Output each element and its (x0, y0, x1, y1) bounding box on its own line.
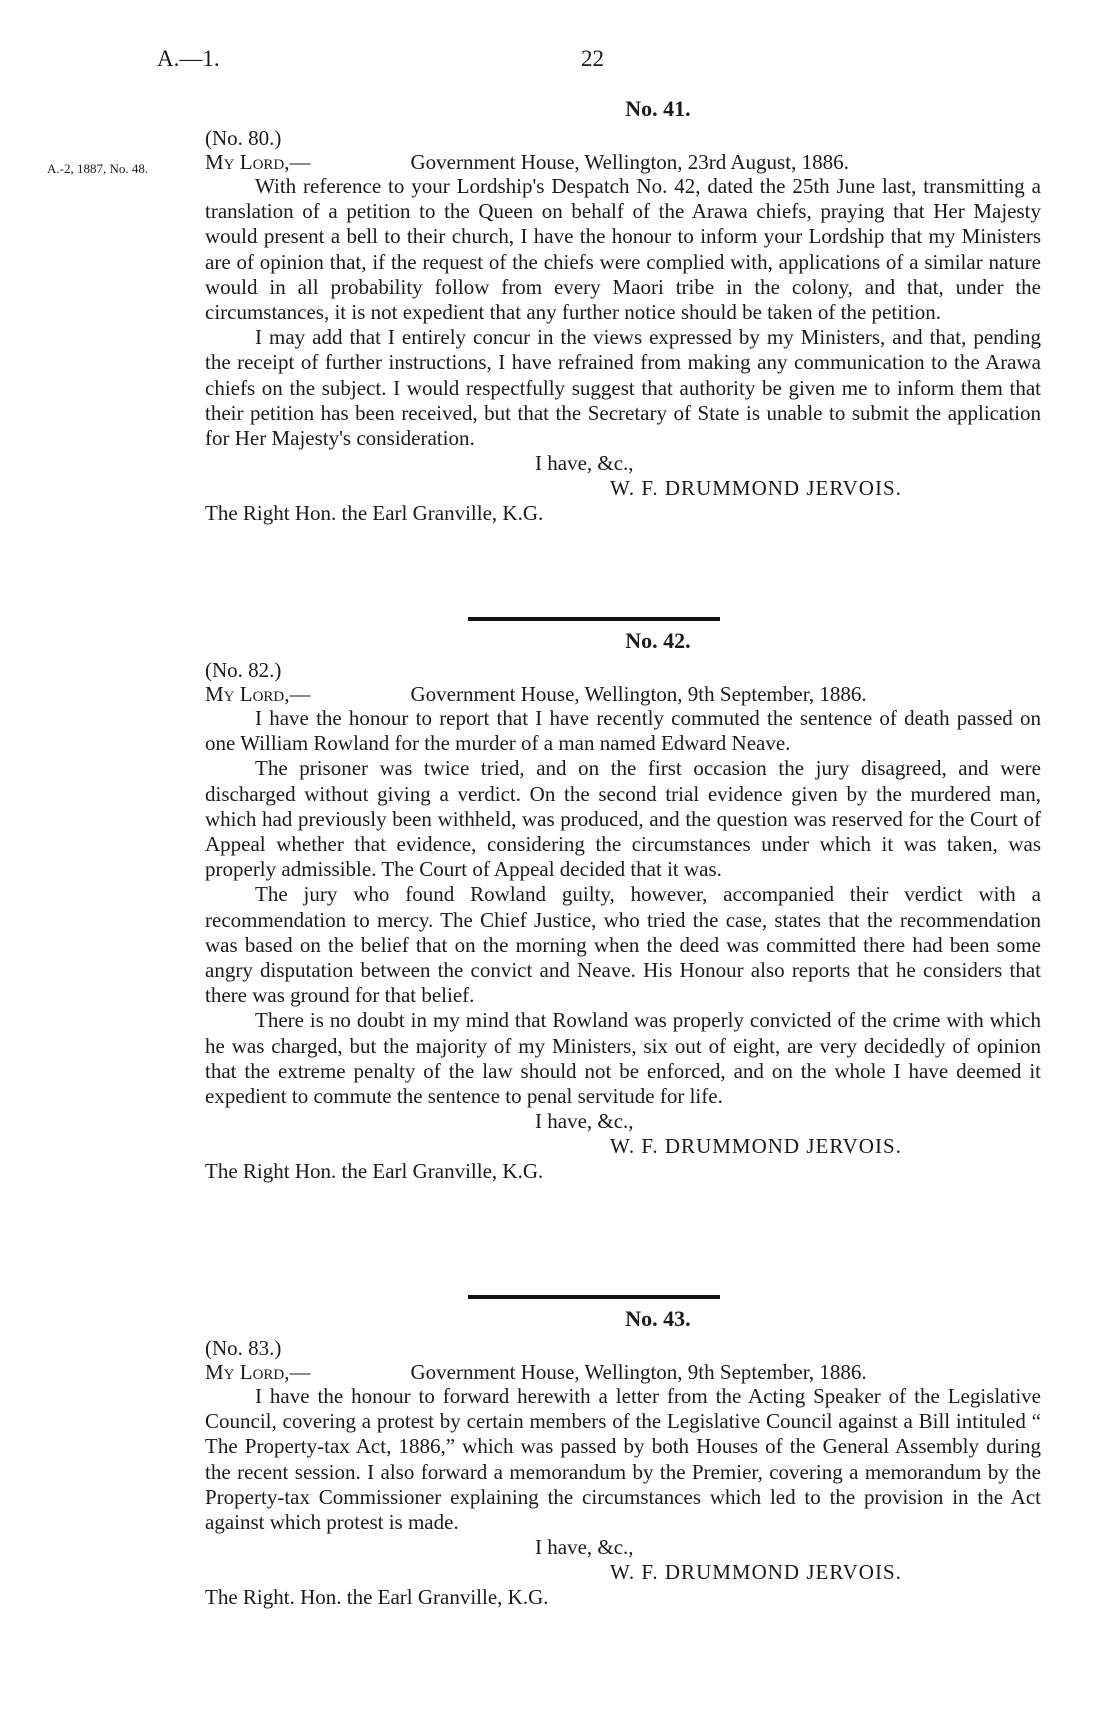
paragraph: I have the honour to forward herewith a letter from the Acting Speaker of the Legislative Council, covering a protest by certain members of the Legislative Council against a Bill intituled “ The Property-tax Act, 1886,” which was passed by both Houses of the General Assembly during the recent session. I also forward a memorandum by the Premier, covering a memorandum by the Property-tax Commissioner explaining the circumstances which led to the provision in the Act against which protest is made. (205, 1384, 1041, 1535)
salutation: My Lord,— (205, 1360, 311, 1384)
signature: W. F. DRUMMOND JERVOIS. (610, 476, 902, 501)
closing: I have, &c., (535, 1535, 634, 1560)
letter-heading: No. 42. (625, 628, 691, 653)
letter-41 (205, 96, 1041, 526)
paragraph: The prisoner was twice tried, and on the first occasion the jury disagreed, and were discharged without giving a verdict. On the second trial evidence given by the murdered man, which had previously been withheld, was produced, and the question was reserved for the Court of Appeal whether that evidence, considering the circumstances under which it was taken, was properly admissible. The Court of Appeal decided that it was. (205, 756, 1041, 882)
section-divider (468, 617, 720, 621)
page-id: A.—1. (157, 46, 220, 71)
recipient: The Right Hon. the Earl Granville, K.G. (205, 1159, 544, 1184)
despatch-ref: (No. 80.) (205, 126, 282, 150)
section-divider (468, 1295, 720, 1299)
paragraph: The jury who found Rowland guilty, however, accompanied their verdict with a recommendation to mercy. The Chief Justice, who tried the case, states that the recommendation was based on the belief that on the morning when the deed was committed there had been some angry disputation between the convict and Neave. His Honour also reports that he considers that there was ground for that belief. (205, 882, 1041, 1008)
recipient: The Right Hon. the Earl Granville, K.G. (205, 501, 544, 526)
signature: W. F. DRUMMOND JERVOIS. (610, 1134, 902, 1159)
despatch-ref: (No. 82.) (205, 658, 282, 682)
letter-43 (205, 1306, 1041, 1610)
paragraph: I have the honour to report that I have recently commuted the sentence of death passed on one William Rowland for the murder of a man named Edward Neave. (205, 706, 1041, 756)
paragraph: With reference to your Lordship's Despatch No. 42, dated the 25th June last, transmitting a translation of a petition to the Queen on behalf of the Arawa chiefs, praying that Her Majesty would present a bell to their church, I have the honour to inform your Lordship that my Ministers are of opinion that, if the request of the chiefs were complied with, applications of a similar nature would in all probability follow from every Maori tribe in the colony, and that, under the circumstances, it is not expedient that any further notice should be taken of the petition. (205, 174, 1041, 325)
letter-heading: No. 41. (625, 96, 691, 121)
place-date: Government House, Wellington, 9th September, 1886. (410, 682, 867, 706)
letter-42 (205, 628, 1041, 1184)
paragraph: There is no doubt in my mind that Rowland was properly convicted of the crime with which he was charged, but the majority of my Ministers, six out of eight, are very decidedly of opinion that the extreme penalty of the law should not be enforced, and on the whole I have deemed it expedient to commute the sentence to penal servitude for life. (205, 1008, 1041, 1109)
page-number: 22 (581, 46, 604, 71)
margin-note: A.-2, 1887, No. 48. (47, 161, 149, 176)
salutation-line (205, 150, 1041, 174)
place-date: Government House, Wellington, 9th September, 1886. (410, 1360, 867, 1384)
salutation-line (205, 682, 1041, 706)
despatch-ref: (No. 83.) (205, 1336, 282, 1360)
paragraph: I may add that I entirely concur in the views expressed by my Ministers, and that, pending the receipt of further instructions, I have refrained from making any communication to the Arawa chiefs on the subject. I would respectfully suggest that authority be given me to inform them that their petition has been received, but that the Secretary of State is unable to submit the application for Her Majesty's consideration. (205, 325, 1041, 451)
place-date: Government House, Wellington, 23rd August, 1886. (410, 150, 849, 174)
closing: I have, &c., (535, 1109, 634, 1134)
recipient: The Right. Hon. the Earl Granville, K.G. (205, 1585, 549, 1610)
salutation: My Lord,— (205, 682, 311, 706)
salutation: My Lord,— (205, 150, 311, 174)
signature: W. F. DRUMMOND JERVOIS. (610, 1560, 902, 1585)
letter-heading: No. 43. (625, 1306, 691, 1331)
closing: I have, &c., (535, 451, 634, 476)
salutation-line (205, 1360, 1041, 1384)
